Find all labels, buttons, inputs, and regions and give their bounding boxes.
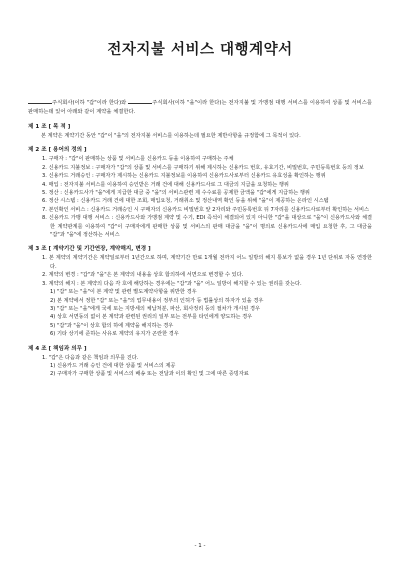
article-2-list xyxy=(28,155,372,239)
list-item: 5. 정산 : 신용카드사가 "을"에게 지급한 대금 중 "을"의 서비스관련 제 수수료를 공제한 금액을 "갑"에게 지급하는 행위 xyxy=(42,190,310,197)
list-item: 1. 구매자 : "갑"이 판매하는 상품 및 서비스를 신용카드 등을 이용하여 구매하는 주체 xyxy=(42,156,234,163)
intro-part-a: 주식회사(이하 "갑"이라 한다)와 xyxy=(52,100,127,106)
article-4-heading: 제 4 조 [ 책임과 의무 ] xyxy=(28,345,87,352)
list-item: 2. 신용카드 지불정보 : 구매자가 "갑"의 상품 및 서비스를 구매하기 위해 제시하는 신용카드 번호, 유효기간, 비밀번호, 주민등록번호 등의 정보 xyxy=(42,164,364,171)
list-item: 8. 신용카드 가맹 대행 서비스 : 신용카드사와 가맹점 계약 및 수기, EDI 즉석이 체결되어 있지 아니한 "갑"을 대상으로 "을"이 신용카드사와 체결한 계약관계를 이용하여 "갑"이 구매자에게 판매한 상품 및 서비스의 판매 대금을 "을"이 명의로 신용카드사에 매입 요청한 후, 그 대금을 "갑"과 "을"에 정산하는 서비스 xyxy=(42,215,372,239)
intro-part-b: 주식회사(이하 "을"이라 한다)는 전자지불 및 가맹점 대행 xyxy=(152,100,286,106)
article-3-heading: 제 3 조 [ 계약기간 및 기간연장, 계약해지, 변경 ] xyxy=(28,246,151,253)
article-3-list xyxy=(28,254,372,338)
page-number: - 1 - xyxy=(194,543,206,549)
intro-paragraph xyxy=(28,98,372,117)
sub-item: 4) 상호 서면동의 없이 본 계약과 관련된 권리의 일부 또는 전부를 타인에게 양도하는 경우 xyxy=(50,314,253,321)
list-item: 7. 본인확인 서비스 : 신용카드 거래승인 시 구매자의 신용카드 비밀번호 앞 2자리와 주민등록번호 뒤 7자리를 신용카드사로부터 확인하는 서비스 xyxy=(42,206,369,213)
list-item: 3. 신용카드 거래승인 : 구매자가 제시하는 신용카드 지불정보를 이용하여 신용카드사로부터 신용카드 유효성을 확인하는 행위 xyxy=(42,173,326,180)
article-1-text: 본 계약은 계약기간 동안 "갑"이 "을"의 전자지불 서비스를 이용하는데 필요한 제반사항을 규정함에 그 목적이 있다. xyxy=(41,133,301,139)
document-title: 전자지불 서비스 대행계약서 xyxy=(107,42,293,58)
sub-item: 5) "갑"과 "을"이 상호 합의 하에 계약을 해지하는 경우 xyxy=(50,322,174,329)
list-item: 1. 본 계약의 계약기간은 계약일로부터 1년간으로 하며, 계약기간 만료 1개월 전까지 어느 일방의 해지 통보가 없을 경우 1년 단위로 자동 연장한다. xyxy=(42,255,372,270)
sub-item: 1) 신용카드 거래 승인 건에 대한 상품 및 서비스의 제공 xyxy=(50,362,176,369)
article-4-list xyxy=(28,354,372,379)
sub-item: 6) 기타 상기에 준하는 사유로 계약의 유지가 곤란한 경우 xyxy=(50,331,179,338)
sub-item: 1) "갑" 또는 "을"이 본 계약 및 관련 별도계약사항을 위반한 경우 xyxy=(50,289,197,296)
list-item: 4. 매입 : 전자지불 서비스를 이용하여 승인받은 거래 건에 대해 신용카드사로 그 대금의 지급을 요청하는 행위 xyxy=(42,181,289,188)
article-2-heading: 제 2 조 [ 용어의 정의 ] xyxy=(28,147,87,154)
list-item: 1. "갑"은 다음과 같은 책임과 의무를 진다. xyxy=(42,354,139,361)
intro-part-c: 서비스를 이용하여 상품 및 서비스를 판매하는데 있어 아래와 같이 계약을 체결한다. xyxy=(28,100,373,115)
article-1-heading: 제 1 조 [ 목 적 ] xyxy=(28,124,71,130)
list-item: 6. 정산 시스템 : 신용카드 거래 건에 대한 조회, 매입요청, 거래취소 및 정산내역 확인 등을 위해 "을"이 제공하는 온라인 시스템 xyxy=(42,198,329,205)
blank-line xyxy=(128,98,152,104)
sub-item: 2) 본 계약에서 정한 "갑" 또는 "을"의 업무내용이 정부의 인허가 등 법률상의 하자가 있을 경우 xyxy=(50,297,264,304)
list-item: 2. 계약의 변경 : "갑"과 "을"은 본 계약의 내용을 상호 합의하에 서면으로 변경할 수 있다. xyxy=(42,272,244,279)
blank-line xyxy=(28,98,52,104)
sub-item: 2) 구매자가 구매한 상품 및 서비스의 배송 또는 전달과 이의 확인 및 그에 따른 증빙자료 xyxy=(50,371,249,378)
list-item: 3. 계약의 해지 : 본 계약의 다음 각 호에 해당하는 경우에는 "갑"과 "을" 어느 일방이 해지할 수 있는 권리를 갖는다. xyxy=(42,280,302,287)
sub-item: 3) "갑" 또는 "을"에게 국세 또는 지방세의 체납처분, 파산, 회사정리 등의 절차가 개시된 경우 xyxy=(50,305,260,312)
